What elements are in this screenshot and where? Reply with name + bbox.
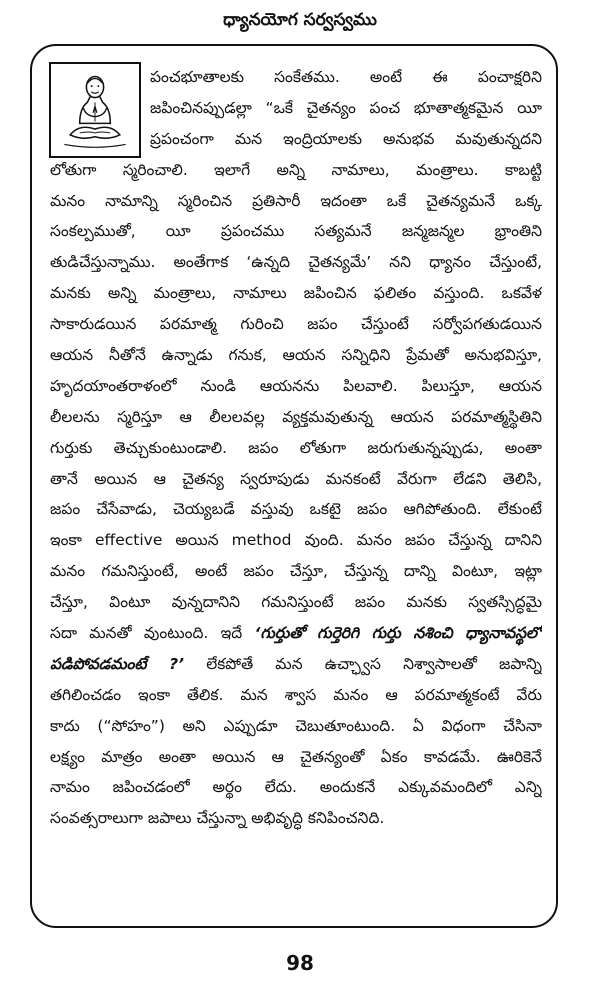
text-line: ప్రపంచంగా మన ఇంద్రియాలకు అనుభవ మవుతున్నదని: [150, 129, 542, 148]
text-line: చేస్తూ, వింటూ వున్నదానిని గమనిస్తుంటే జపం మనకు స్వతస్సిద్ధమై: [50, 593, 542, 612]
text-line: నామం జపించడంలో అర్థం లేదు. అందుకనే ఎక్కువమందిలో ఎన్ని: [50, 778, 542, 797]
text-line: జపించినప్పుడల్లా “ఒకే చైతన్యం పంచ భూతాత్మకమైన యీ: [150, 98, 542, 117]
text-line: సంకల్పముతో, యీ ప్రపంచము సత్యమనే జన్మజన్మల భ్రాంతిని: [50, 222, 542, 241]
text-line: పంచభూతాలకు సంకేతము. అంటే ఈ పంచాక్షరిని: [150, 68, 542, 86]
text-line: ఆయన నీతోనే ఉన్నాడు గనుక, ఆయన సన్నిధిని ప్రేమతో అనుభవిస్తూ,: [50, 346, 542, 365]
text-line: లోతుగా స్మరించాలి. ఇలాగే అన్ని నామాలు, మంత్రాలు. కాబట్టి: [50, 160, 542, 179]
text-line: ఇంకా effective అయిన method వుంది. మనం జపం చేస్తున్న దానిని: [50, 531, 542, 550]
page-number: 98: [286, 951, 314, 975]
text-line: జపం చేసేవాడు, చెయ్యబడే వస్తువు ఒకటై జపం ఆగిపోతుంది. లేకుంటే: [50, 500, 542, 519]
text-line: సాకారుడయిన పరమాత్మ గురించి జపం చేస్తుంటే సర్వోపగతుడయిన: [50, 315, 542, 334]
text-line: లీలలను స్మరిస్తూ ఆ లీలలవల్ల వ్యక్తమవుతున్న ఆయన పరమాత్మస్థితిని: [50, 407, 542, 426]
text-line: తగిలించడం ఇంకా తేలిక. మన శ్వాస మనం ఆ పరమాత్మకంటే వేరు: [50, 685, 542, 704]
text-line: మనం నామాన్ని స్మరించిన ప్రతిసారీ ఇదంతా ఒకే చైతన్యమనే ఒక్క: [50, 191, 542, 210]
text-line: [50, 649, 542, 680]
text-line: హృదయాంతరాళంలో నుండి ఆయనను పిలవాలి. పిలుస్తూ, ఆయన: [50, 376, 542, 395]
text-line: లక్ష్యం మాత్రం అంతా అయిన ఆ చైతన్యంతో ఏకం కావడమే. ఊరికెనే: [50, 747, 542, 766]
text-line-rest: లేకపోతే మన ఉచ్ఛ్వాస నిశ్వాసాలతో జపాన్ని: [206, 654, 542, 673]
text-line: మనకు అన్ని మంత్రాలు, నామాలు జపించిన ఫలితం వస్తుంది. ఒకవేళ: [50, 284, 542, 303]
text-line-start: సదా మనతో వుంటుంది. ఇదే: [50, 624, 243, 643]
text-line: తానే అయిన ఆ చైతన్య స్వరూపుడు మనకంటే వేరుగా లేడని తెలిసి,: [50, 469, 542, 488]
text-line: [50, 618, 542, 649]
emphasized-quote-end: పడిపోవడమంటే ?’: [50, 654, 185, 673]
text-line: గుర్తుకు తెచ్చుకుంటుండాలి. జపం లోతుగా జరుగుతున్నప్పుడు, అంతా: [50, 438, 542, 457]
body-text: [50, 62, 542, 834]
running-head: ధ్యానయోగ సర్వస్వము: [223, 10, 377, 30]
text-line: కాదు (“సోహం”) అని ఎప్పుడూ చెబుతూంటుంది. ఏ విధంగా చేసినా: [50, 716, 542, 735]
text-line: సంవత్సరాలుగా జపాలు చేస్తున్నా అభివృద్ధి కనిపించనిది.: [50, 809, 385, 828]
text-line: తుడిచేస్తున్నాము. అంతేగాక ‘ఉన్నది చైతన్యమే’ నని ధ్యానం చేస్తుంటే,: [50, 253, 542, 272]
text-line: మనం గమనిస్తుంటే, అంటే జపం చేస్తూ, చేస్తున్న దాన్ని వింటూ, ఇట్లా: [50, 562, 542, 581]
emphasized-quote: ‘గుర్తుతో గుర్తెరిగి గుర్తు నశించి ధ్యానావస్థలో: [254, 624, 542, 643]
